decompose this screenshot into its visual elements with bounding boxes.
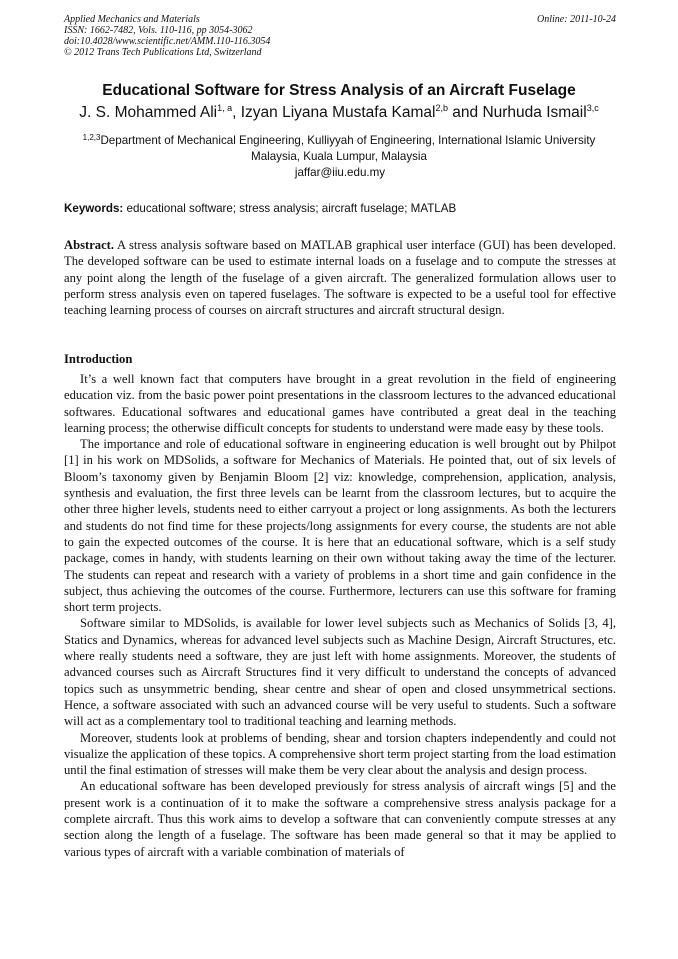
copyright-line: © 2012 Trans Tech Publications Ltd, Switzerland: [64, 47, 262, 58]
introduction-body: [64, 371, 616, 860]
author-separator: ,: [232, 104, 241, 121]
author-sup: 2,b: [435, 103, 448, 113]
author-list: [20, 103, 658, 122]
author-name: J. S. Mohammed Ali: [79, 104, 218, 121]
affiliation: [70, 130, 608, 165]
keywords-label: Keywords:: [64, 202, 124, 215]
author-sup: 3,c: [586, 103, 599, 113]
paragraph: Software similar to MDSolids, is available for lower level subjects such as Mechanics of Solids [3, 4], Statics and Dynamics, whereas for advanced level subjects such as Machine Design, Aircraft Structures, etc. where really students need a software, they are just left with home assignments. Moreover, the students of advanced courses such as Aircraft Structures find it very difficult to understand the concepts of advanced topics such as unsymmetric bending, shear centre and shear of open and closed unsymmetrical sections. Hence, a software associated with such an advanced course will be very useful to students. Such a software will act as a complementary tool to traditional teaching and learning methods.: [64, 616, 616, 729]
affiliation-sup: 1,2,3: [82, 133, 101, 142]
author-separator: and: [447, 104, 483, 121]
paper-title: Educational Software for Stress Analysis of an Aircraft Fuselage: [102, 82, 576, 99]
paragraph: The importance and role of educational software in engineering education is well brought out by Philpot [1] in his work on MDSolids, a software for Mechanics of Materials. He pointed that, out of six levels of Bloom’s taxonomy given by Benjamin Bloom [2] viz: knowledge, comprehension, application, analysis, synthesis and evaluation, the first three levels can be learnt from the classroom lectures, but to acquire the other three higher levels, students need to either carryout a project or long assignments. As both the lecturers and students do not find time for these projects/long assignments for every course, the students are not able to gain the expected outcomes of the course. It is here that an educational software, which is a self study package, comes in handy, with students learning on their own without taking away the time of the lecturer. The students can repeat and research with a variety of problems in a short time and gain confidence in the subject, thus achieving the outcomes of the course. Furthermore, lecturers can use this software for framing short term projects.: [64, 437, 616, 615]
abstract-label: Abstract.: [64, 238, 115, 252]
section-heading: Introduction: [64, 352, 133, 366]
author-email[interactable]: jaffar@iiu.edu.my: [294, 166, 386, 179]
affiliation-text: Department of Mechanical Engineering, Kulliyyah of Engineering, International Islamic University Malaysia, Kuala Lumpur, Malaysia: [100, 134, 596, 163]
doi-line: doi:10.4028/www.scientific.net/AMM.110-116.3054: [64, 36, 271, 47]
author-sup: 1, a: [217, 103, 233, 113]
abstract: [64, 237, 616, 318]
online-date: Online: 2011-10-24: [537, 14, 616, 25]
journal-name: Applied Mechanics and Materials: [64, 14, 200, 25]
paragraph: It’s a well known fact that computers have brought in a great revolution in the field of engineering education viz. from the basic power point presentations in the classroom lectures to the advanced educational softwares. Educational softwares and educational games have contributed a great deal in the teaching learning process; the otherwise difficult concepts for students to understand were made easy by these tools.: [64, 372, 616, 435]
journal-header: [64, 14, 616, 58]
abstract-text: A stress analysis software based on MATLAB graphical user interface (GUI) has been developed. The developed software can be used to estimate internal loads on a fuselage and to compute the stresses at any point along the length of the fuselage of a given aircraft. The generalized formulation allows user to perform stress analysis even on tapered fuselages. The software is expected to be a useful tool for effective teaching learning process of courses on aircraft structures and aircraft structural design.: [64, 238, 616, 318]
paragraph: Moreover, students look at problems of bending, shear and torsion chapters independently and could not visualize the application of these topics. A comprehensive short term project starting from the load estimation until the final estimation of stresses will make them be very clear about the analysis and design process.: [64, 730, 616, 778]
author-name: Nurhuda Ismail: [482, 104, 587, 121]
paragraph: An educational software has been developed previously for stress analysis of aircraft wings [5] and the present work is a continuation of it to make the software a comprehensive stress analysis package for a complete aircraft. Thus this work aims to develop a software that can conveniently compute stresses at any section along the length of a fuselage. The software has been made general so that it may be applied to various types of aircraft with a variable combination of materials of: [64, 779, 616, 859]
issn-line: ISSN: 1662-7482, Vols. 110-116, pp 3054-3062: [64, 25, 253, 36]
author-name: Izyan Liyana Mustafa Kamal: [240, 104, 436, 121]
keywords-text: educational software; stress analysis; aircraft fuselage; MATLAB: [123, 202, 457, 215]
keywords: [64, 202, 616, 215]
